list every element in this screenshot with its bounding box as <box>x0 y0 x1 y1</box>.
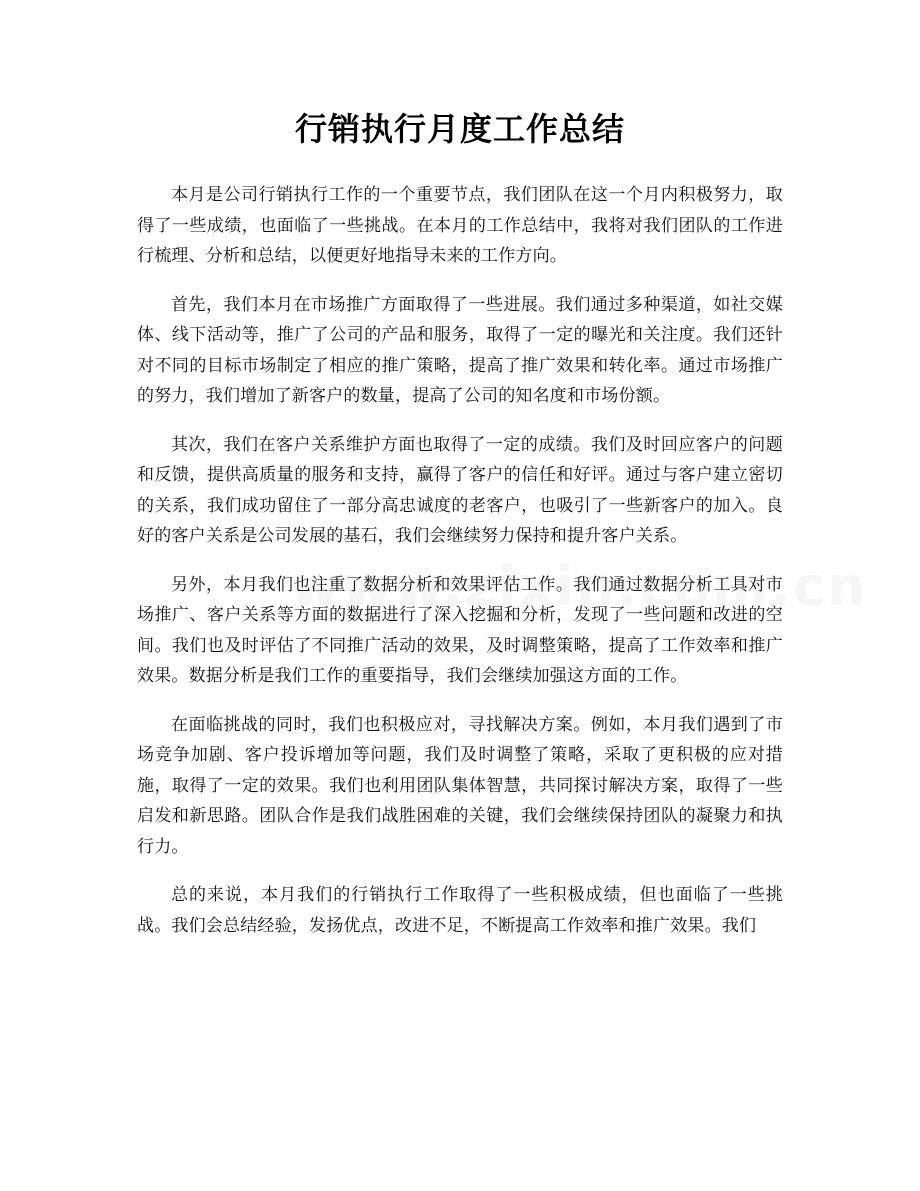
paragraph-data-analysis: 另外，本月我们也注重了数据分析和效果评估工作。我们通过数据分析工具对市场推广、客户关系等方面的数据进行了深入挖掘和分析，发现了一些问题和改进的空间。我们也及时评估了不同推广活动的效果，及时调整策略，提高了工作效率和推广效果。数据分析是我们工作的重要指导，我们会继续加强这方面的工作。 <box>137 574 783 686</box>
paragraph-marketing: 首先，我们本月在市场推广方面取得了一些进展。我们通过多种渠道，如社交媒体、线下活动等，推广了公司的产品和服务，取得了一定的曝光和关注度。我们还针对不同的目标市场制定了相应的推广策略，提高了推广效果和转化率。通过市场推广的努力，我们增加了新客户的数量，提高了公司的知名度和市场份额。 <box>137 294 783 406</box>
paragraph-customer-relations: 其次，我们在客户关系维护方面也取得了一定的成绩。我们及时回应客户的问题和反馈，提供高质量的服务和支持，赢得了客户的信任和好评。通过与客户建立密切的关系，我们成功留住了一部分高忠诚度的老客户，也吸引了一些新客户的加入。良好的客户关系是公司发展的基石，我们会继续努力保持和提升客户关系。 <box>137 434 783 546</box>
document-body <box>137 180 783 941</box>
document-title: 行销执行月度工作总结 <box>294 110 625 148</box>
paragraph-summary: 总的来说，本月我们的行销执行工作取得了一些积极成绩，但也面临了一些挑战。我们会总结经验，发扬优点，改进不足，不断提高工作效率和推广效果。我们 <box>137 885 783 936</box>
paragraph-challenges: 在面临挑战的同时，我们也积极应对，寻找解决方案。例如，本月我们遇到了市场竞争加剧、客户投诉增加等问题，我们及时调整了策略，采取了更积极的应对措施，取得了一定的效果。我们也利用团队集体智慧，共同探讨解决方案，取得了一些启发和新思路。团队合作是我们战胜困难的关键，我们会继续保持团队的凝聚力和执行力。 <box>137 714 783 857</box>
paragraph-intro: 本月是公司行销执行工作的一个重要节点，我们团队在这一个月内积极努力，取得了一些成绩，也面临了一些挑战。在本月的工作总结中，我将对我们团队的工作进行梳理、分析和总结，以便更好地指导未来的工作方向。 <box>137 185 783 266</box>
